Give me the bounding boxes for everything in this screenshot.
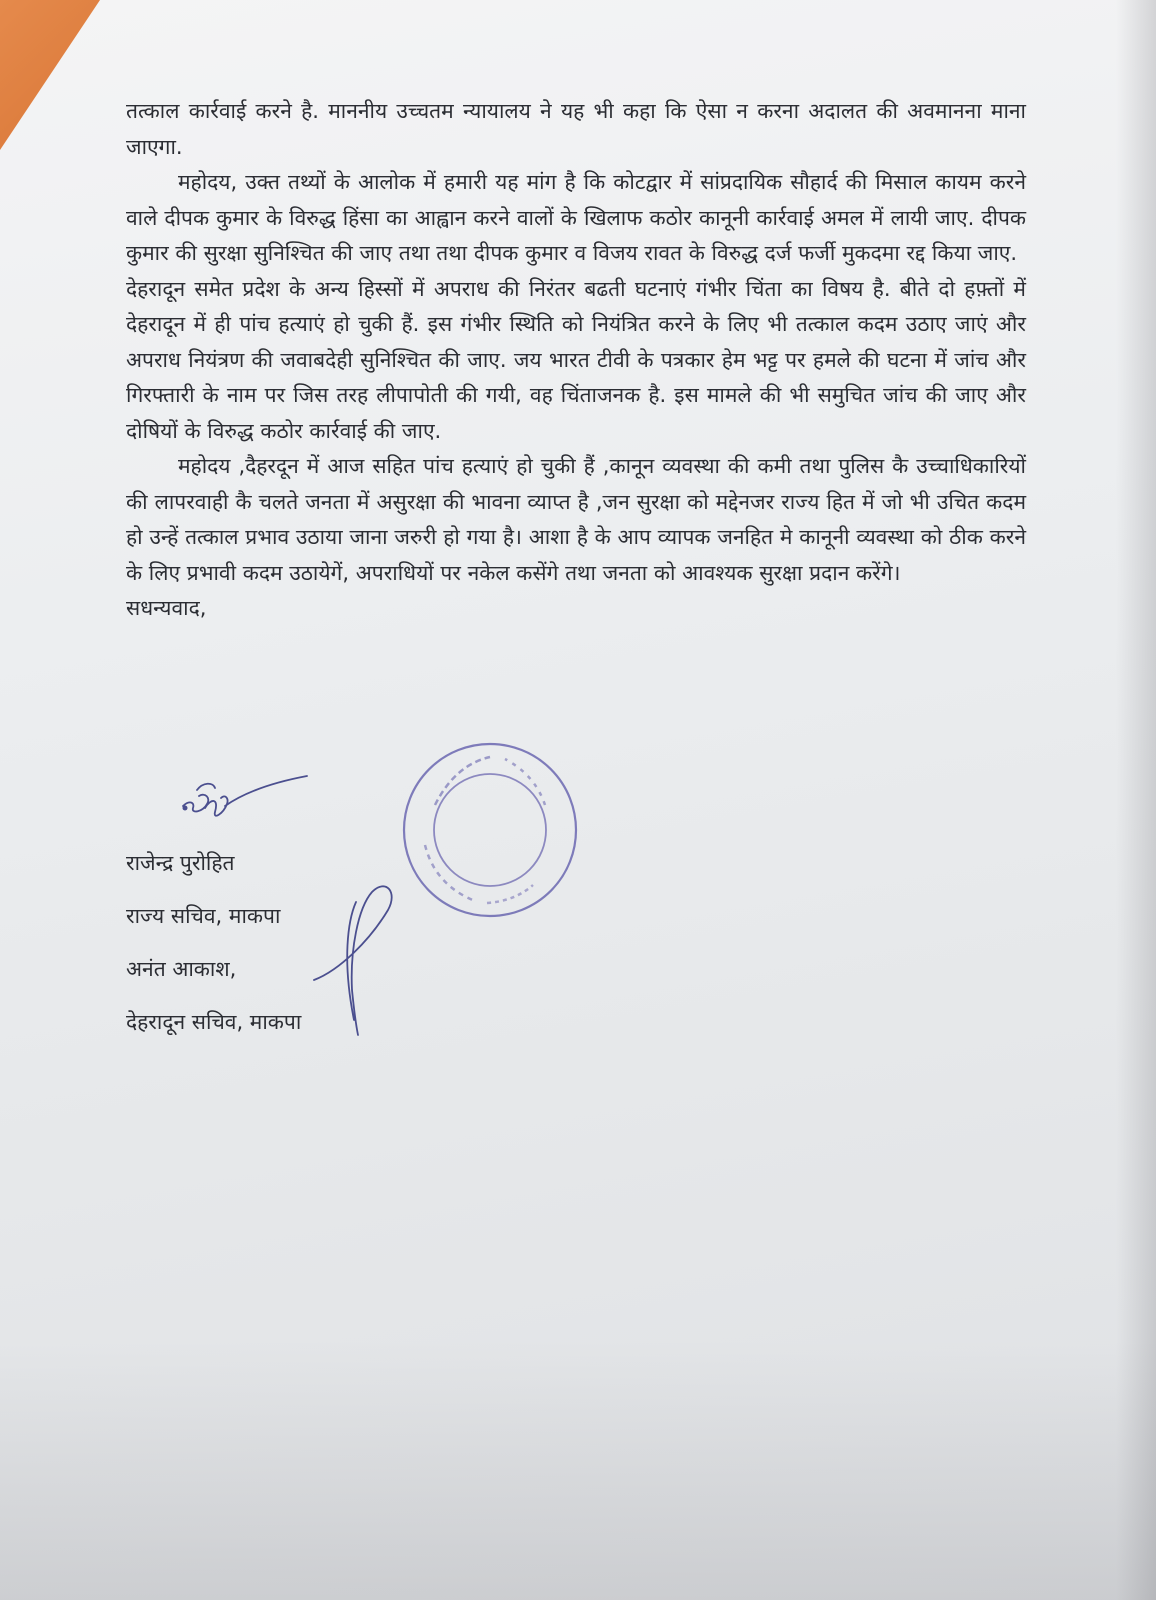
- signatory-title-2: देहरादून सचिव, माकपा: [126, 1010, 302, 1034]
- party-stamp: [395, 735, 585, 925]
- signature-rajendra: [175, 768, 315, 838]
- page-bottom-shadow: [0, 1340, 1156, 1600]
- signatory-name-1: राजेन्द्र पुरोहित: [126, 851, 235, 875]
- signatory-title-1: राज्य सचिव, माकपा: [126, 904, 281, 928]
- signature-block: [126, 848, 301, 1060]
- letter-body: [126, 94, 1026, 627]
- closing-salutation: सधन्यवाद,: [126, 596, 207, 620]
- signatory-name-2: अनंत आकाश,: [126, 957, 237, 981]
- paragraph-4: महोदय ,दैहरदून में आज सहित पांच हत्याएं हो चुकी हैं ,कानून व्यवस्था की कमी तथा पुलिस कै उच्चाधिकारियों की लापरवाही कै चलते जनता में असुरक्षा की भावना व्याप्त है ,जन सुरक्षा को मद्देनजर राज्य हित में जो भी उचित कदम हो उन्हें तत्काल प्रभाव उठाया जाना जरुरी हो गया है। आशा है के आप व्यापक जनहित मे कानूनी व्यवस्था को ठीक करने के लिए प्रभावी कदम उठायेगें, अपराधियों पर नकेल कसेंगे तथा जनता को आवश्यक सुरक्षा प्रदान करेंगे।: [126, 454, 1026, 585]
- paragraph-2: महोदय, उक्त तथ्यों के आलोक में हमारी यह मांग है कि कोटद्वार में सांप्रदायिक सौहार्द की मिसाल कायम करने वाले दीपक कुमार के विरुद्ध हिंसा का आह्वान करने वालों के खिलाफ कठोर कानूनी कार्रवाई अमल में लायी जाए. दीपक कुमार की सुरक्षा सुनिश्चित की जाए तथा तथा दीपक कुमार व विजय रावत के विरुद्ध दर्ज फर्जी मुकदमा रद्द किया जाए.: [126, 170, 1026, 265]
- table-corner: [0, 0, 100, 150]
- paragraph-1: तत्काल कार्रवाई करने है. माननीय उच्चतम न्यायालय ने यह भी कहा कि ऐसा न करना अदालत की अवमानना माना जाएगा.: [126, 99, 1026, 159]
- paragraph-3: देहरादून समेत प्रदेश के अन्य हिस्सों में अपराध की निरंतर बढती घटनाएं गंभीर चिंता का विषय है. बीते दो हफ़्तों में देहरादून में ही पांच हत्याएं हो चुकी हैं. इस गंभीर स्थिति को नियंत्रित करने के लिए भी तत्काल कदम उठाए जाएं और अपराध नियंत्रण की जवाबदेही सुनिश्चित की जाए. जय भारत टीवी के पत्रकार हेम भट्ट पर हमले की घटना में जांच और गिरफ्तारी के नाम पर जिस तरह लीपापोती की गयी, वह चिंताजनक है. इस मामले की भी समुचित जांच की जाए और दोषियों के विरुद्ध कठोर कार्रवाई की जाए.: [126, 276, 1026, 443]
